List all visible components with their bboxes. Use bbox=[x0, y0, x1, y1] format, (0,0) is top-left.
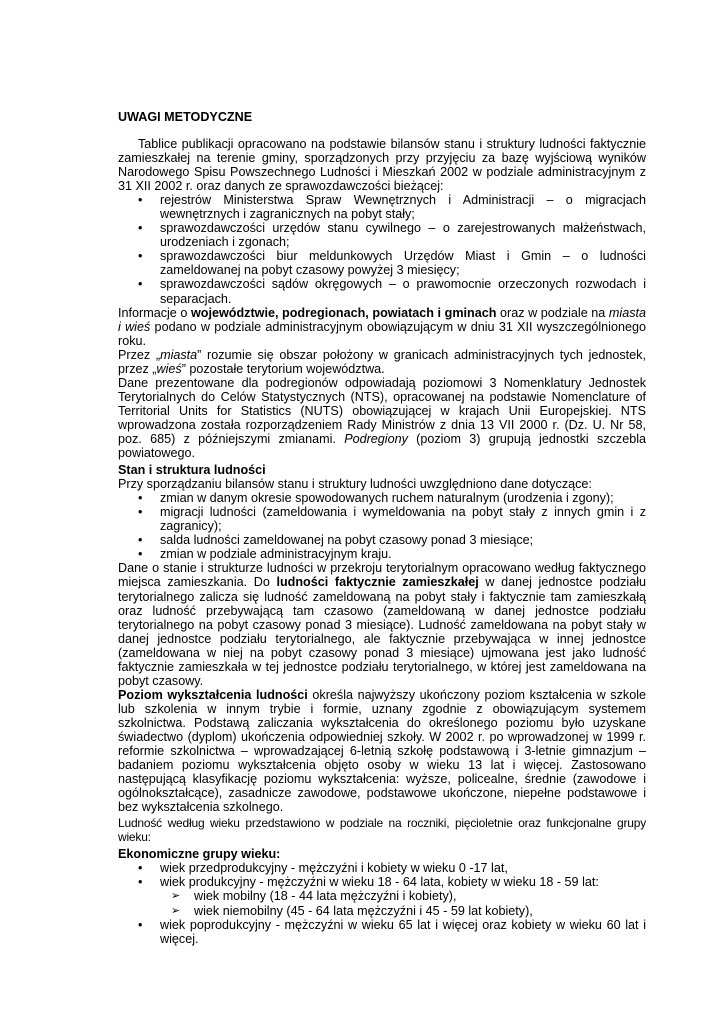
wiek-paragraph: Ludność według wieku przedstawiono w podziale na roczniki, pięcioletnie oraz funkcjonalne grupy wieku: bbox=[118, 816, 646, 845]
data-list bbox=[118, 491, 646, 561]
nts-paragraph: Dane prezentowane dla podregionów odpowiadają poziomowi 3 Nomenklatury Jednostek Terytorialnych do Celów Statystycznych (NTS), opracowanej na podstawie Nomenclature of Territorial Units for Statistics (NUTS) obowiązującej w krajach Unii Europejskiej. NTS wprowadzona została rozporządzeniem Rady Ministrów z dnia 13 VII 2000 r. (Dz. U. Nr 58, poz. 685) z późniejszymi zmianami. Podregiony (poziom 3) grupują jednostki szczebla powiatowego. bbox=[118, 375, 647, 461]
eko-list bbox=[118, 861, 646, 889]
list-item: • migracji ludności (zameldowania i wymeldowania na pobyt stały z innych gmin i z zagranicy); bbox=[118, 505, 646, 533]
list-item: • zmian w podziale administracyjnym kraju. bbox=[118, 547, 646, 561]
sources-list bbox=[118, 193, 646, 305]
sub-list-item: ➢ wiek mobilny (18 - 44 lata mężczyźni i kobiety), bbox=[118, 889, 646, 903]
list-item: • wiek poprodukcyjny - mężczyźni w wieku 65 lat i więcej oraz kobiety w wieku 60 lat i więcej. bbox=[118, 918, 646, 946]
list-item: • zmian w danym okresie spowodowanych ruchem naturalnym (urodzenia i zgony); bbox=[118, 491, 646, 505]
list-item: • wiek produkcyjny - mężczyźni w wieku 18 - 64 lata, kobiety w wieku 18 - 59 lat: bbox=[118, 875, 646, 889]
section-intro: Przy sporządzaniu bilansów stanu i struktury ludności uwzględniono dane dotyczące: bbox=[118, 477, 592, 492]
info-paragraph: Informacje o województwie, podregionach, powiatach i gminach oraz w podziale na miasta i wieś podano w podziale administracyjnym obowiązującym w dniu 31 XII wyszczególnionego roku. bbox=[118, 305, 646, 348]
list-item: • salda ludności zameldowanej na pobyt czasowy ponad 3 miesiące; bbox=[118, 533, 646, 547]
faktyczne-paragraph: Dane o stanie i strukturze ludności w przekroju terytorialnym opracowano według faktycznego miejsca zamieszkania. Do ludności faktycznie zamieszkałej w danej jednostce podziału terytorialnego zalicza się ludność zameldowaną na pobyt stały i faktycznie tam zamieszkałą oraz ludność przebywającą tam czasowo (zameldowaną w danej jednostce podziału terytorialnego na pobyt czasowy ponad 3 miesiące). Ludność zameldowana na pobyt stały w danej jednostce podziału terytorialnego, ale faktycznie przebywająca w innej jednostce (zameldowana w niej na pobyt czasowy ponad 3 miesiące) ujmowana jest jako ludność faktycznie zamieszkała w tej jednostce podziału terytorialnego, w której jest zameldowana na pobyt czasowy. bbox=[118, 561, 647, 688]
eko-sublist bbox=[118, 889, 646, 917]
list-item: • wiek przedprodukcyjny - mężczyźni i kobiety w wieku 0 -17 lat, bbox=[118, 861, 646, 875]
section-title-stan: Stan i struktura ludności bbox=[118, 463, 266, 478]
wyksztalcenie-paragraph: Poziom wykształcenia ludności określa najwyższy ukończony poziom kształcenia w szkole lub szkolenia w innym trybie i formie, uznany zgodnie z obowiązującym systemem szkolnictwa. Podstawą zaliczania wykształcenia do określonego poziomu było uzyskane świadectwo (dyplom) ukończenia odpowiedniej szkoły. W 2002 r. po wprowadzonej w 1999 r. reformie szkolnictwa – wprowadzającej 6-letnią szkołę podstawową i 3-letnie gimnazjum – badaniem poziomu wykształcenia objęto osoby w wieku 13 lat i więcej. Zastosowano następującą klasyfikację poziomu wykształcenia: wyższe, policealne, średnie (zawodowe i ogólnokształcące), zasadnicze zawodowe, podstawowe ukończone, niepełne podstawowe i bez wykształcenia szkolnego. bbox=[118, 687, 646, 815]
sub-list-item: ➢ wiek niemobilny (45 - 64 lata mężczyźni i 45 - 59 lat kobiety), bbox=[118, 904, 646, 918]
page-heading: UWAGI METODYCZNE bbox=[118, 110, 253, 124]
list-item: • sprawozdawczości sądów okręgowych – o prawomocnie orzeczonych rozwodach i separacjach. bbox=[118, 277, 646, 305]
eko-list-2 bbox=[118, 918, 646, 946]
section-title-eko: Ekonomiczne grupy wieku: bbox=[118, 847, 281, 862]
list-item: • sprawozdawczości urzędów stanu cywilnego – o zarejestrowanych małżeństwach, urodzeniach i zgonach; bbox=[118, 221, 646, 249]
intro-paragraph: Tablice publikacji opracowano na podstawie bilansów stanu i struktury ludności faktycznie zamieszkałej na terenie gminy, sporządzonych przy przyjęciu za bazę wyjściową wyników Narodowego Spisu Powszechnego Ludności i Mieszkań 2002 w podziale administracyjnym z 31 XII 2002 r. oraz danych ze sprawozdawczości bieżącej: bbox=[118, 137, 646, 194]
przez-paragraph: Przez „miasta” rozumie się obszar położony w granicach administracyjnych tych jednostek, przez „wieś” pozostałe terytorium województwa. bbox=[118, 347, 646, 376]
list-item: • sprawozdawczości biur meldunkowych Urzędów Miast i Gmin – o ludności zameldowanej na pobyt czasowy powyżej 3 miesięcy; bbox=[118, 249, 646, 277]
list-item: • rejestrów Ministerstwa Spraw Wewnętrznych i Administracji – o migracjach wewnętrznych i zagranicznych na pobyt stały; bbox=[118, 193, 646, 221]
